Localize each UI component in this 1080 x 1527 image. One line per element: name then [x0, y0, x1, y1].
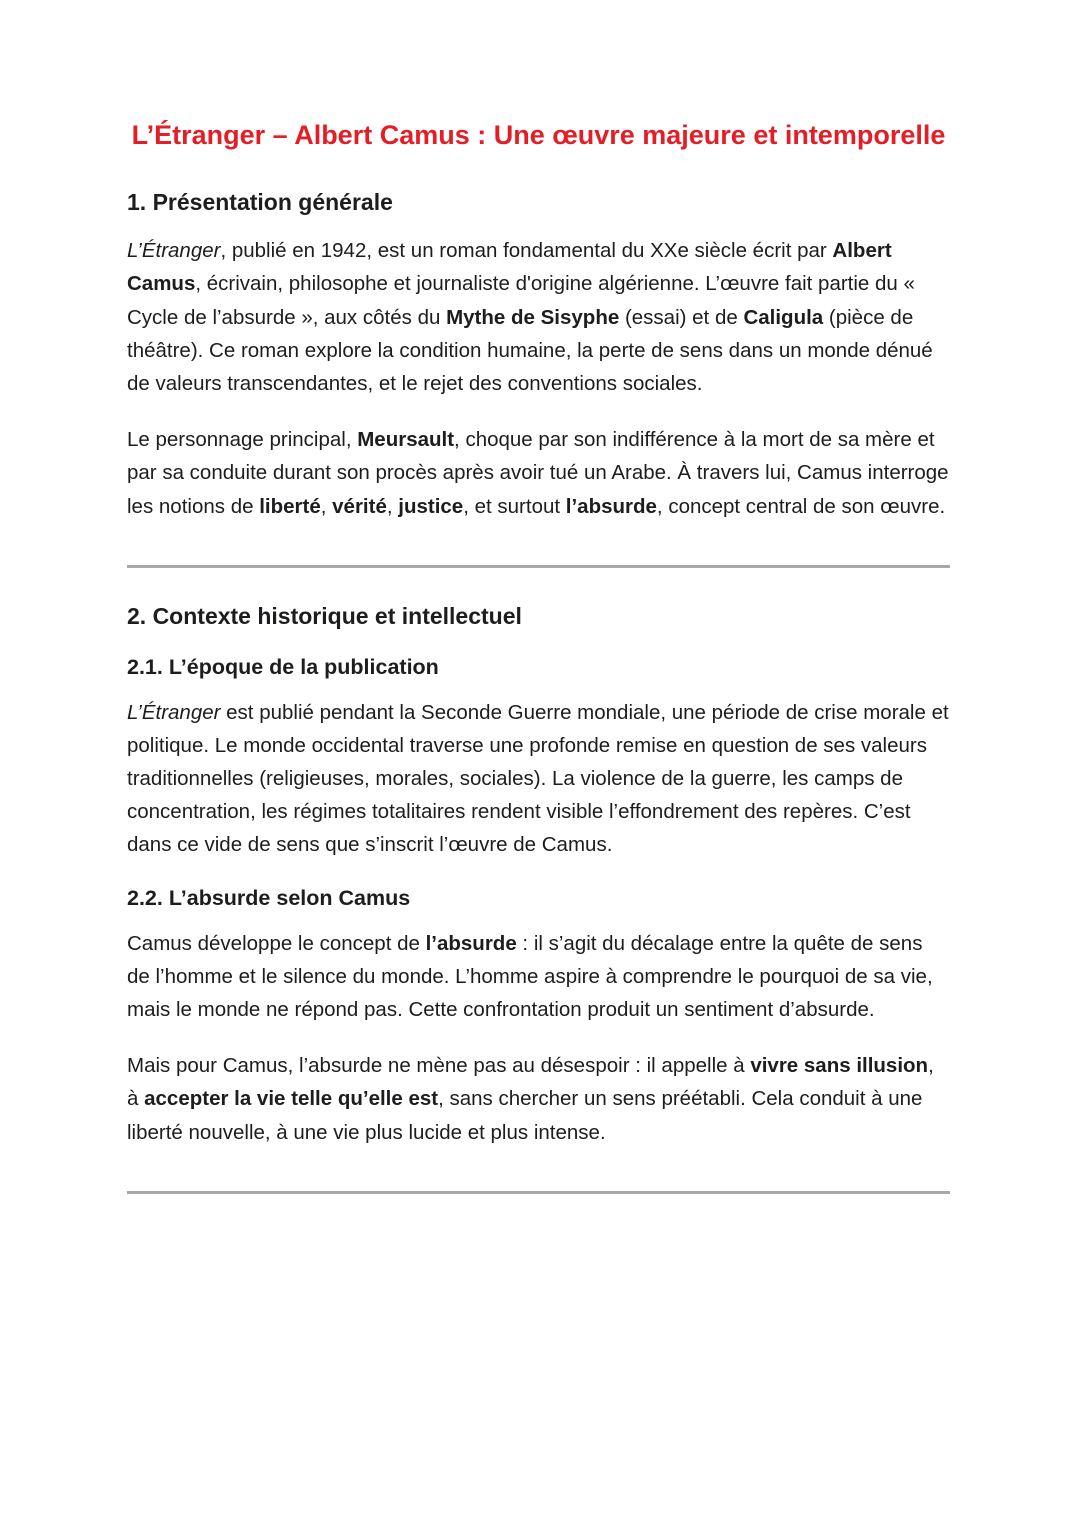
text-run: , écrivain, philosophe et journaliste d'origine algérienne. L’œuvre fait partie du « Cycle de l’absurde », aux côtés du [127, 272, 915, 329]
bold-text: Caligula [743, 305, 824, 329]
text-run: , [386, 494, 399, 518]
bold-text: liberté [259, 494, 321, 518]
document-title: L’Étranger – Albert Camus : Une œuvre majeure et intemporelle [131, 120, 946, 150]
text-run: est publié pendant la Seconde Guerre mondiale, une période de crise morale et politique. Le monde occidental traverse une profonde remise en question de ses valeurs traditionnelles (religieuses, morales, sociales). La violence de la guerre, les camps de concentration, les régimes totalitaires rendent visible l’effondrement des repères. C’est dans ce vide de sens que s’inscrit l’œuvre de Camus. [127, 700, 949, 857]
section-divider [127, 1191, 950, 1194]
section-1-paragraph-1 [127, 234, 950, 400]
text-run: (essai) et de [619, 305, 744, 329]
section-1-paragraph-2 [127, 423, 950, 523]
section-2-heading: 2. Contexte historique et intellectuel [127, 602, 522, 629]
bold-text: justice [398, 494, 464, 518]
text-run: Mais pour Camus, l’absurde ne mène pas au désespoir : il appelle à [127, 1054, 751, 1078]
section-2-1-heading: 2.1. L’époque de la publication [127, 654, 439, 679]
bold-text: Meursault [357, 428, 455, 452]
text-run: , à [127, 1054, 934, 1111]
text-run: , [320, 494, 333, 518]
text-run: , choque par son indifférence à la mort de sa mère et par sa conduite durant son procès après avoir tué un Arabe. À travers lui, Camus interroge les notions de [127, 428, 949, 518]
bold-text: Mythe de Sisyphe [446, 305, 620, 329]
italic-text: L’Étranger [127, 700, 221, 724]
text-run: , et surtout [463, 494, 566, 518]
bold-text: Albert Camus [127, 239, 892, 296]
section-1-heading: 1. Présentation générale [127, 189, 393, 216]
bold-text: l’absurde [425, 931, 517, 955]
bold-text: vivre sans illusion [750, 1054, 929, 1078]
italic-text: L’Étranger [127, 239, 221, 263]
text-run: , concept central de son œuvre. [656, 494, 946, 518]
text-run: , publié en 1942, est un roman fondamental du XXe siècle écrit par [220, 239, 833, 263]
text-run: Le personnage principal, [127, 428, 358, 452]
section-2-1-paragraph-1 [127, 696, 950, 862]
section-divider [127, 565, 950, 568]
text-run: Camus développe le concept de [127, 931, 426, 955]
bold-text: l’absurde [565, 494, 657, 518]
bold-text: vérité [332, 494, 387, 518]
text-run: , sans chercher un sens préétabli. Cela conduit à une liberté nouvelle, à une vie plus lucide et plus intense. [127, 1087, 923, 1144]
section-2-2-heading: 2.2. L’absurde selon Camus [127, 885, 411, 910]
bold-text: accepter la vie telle qu’elle est [144, 1087, 439, 1111]
text-run: : il s’agit du décalage entre la quête de sens de l’homme et le silence du monde. L’homme aspire à comprendre le pourquoi de sa vie, mais le monde ne répond pas. Cette confrontation produit un sentiment d’absurde. [127, 931, 933, 1022]
section-2-2-paragraph-1 [127, 927, 950, 1027]
text-run: (pièce de théâtre). Ce roman explore la condition humaine, la perte de sens dans un monde dénué de valeurs transcendantes, et le rejet des conventions sociales. [127, 305, 933, 396]
section-2-2-paragraph-2 [127, 1049, 950, 1149]
